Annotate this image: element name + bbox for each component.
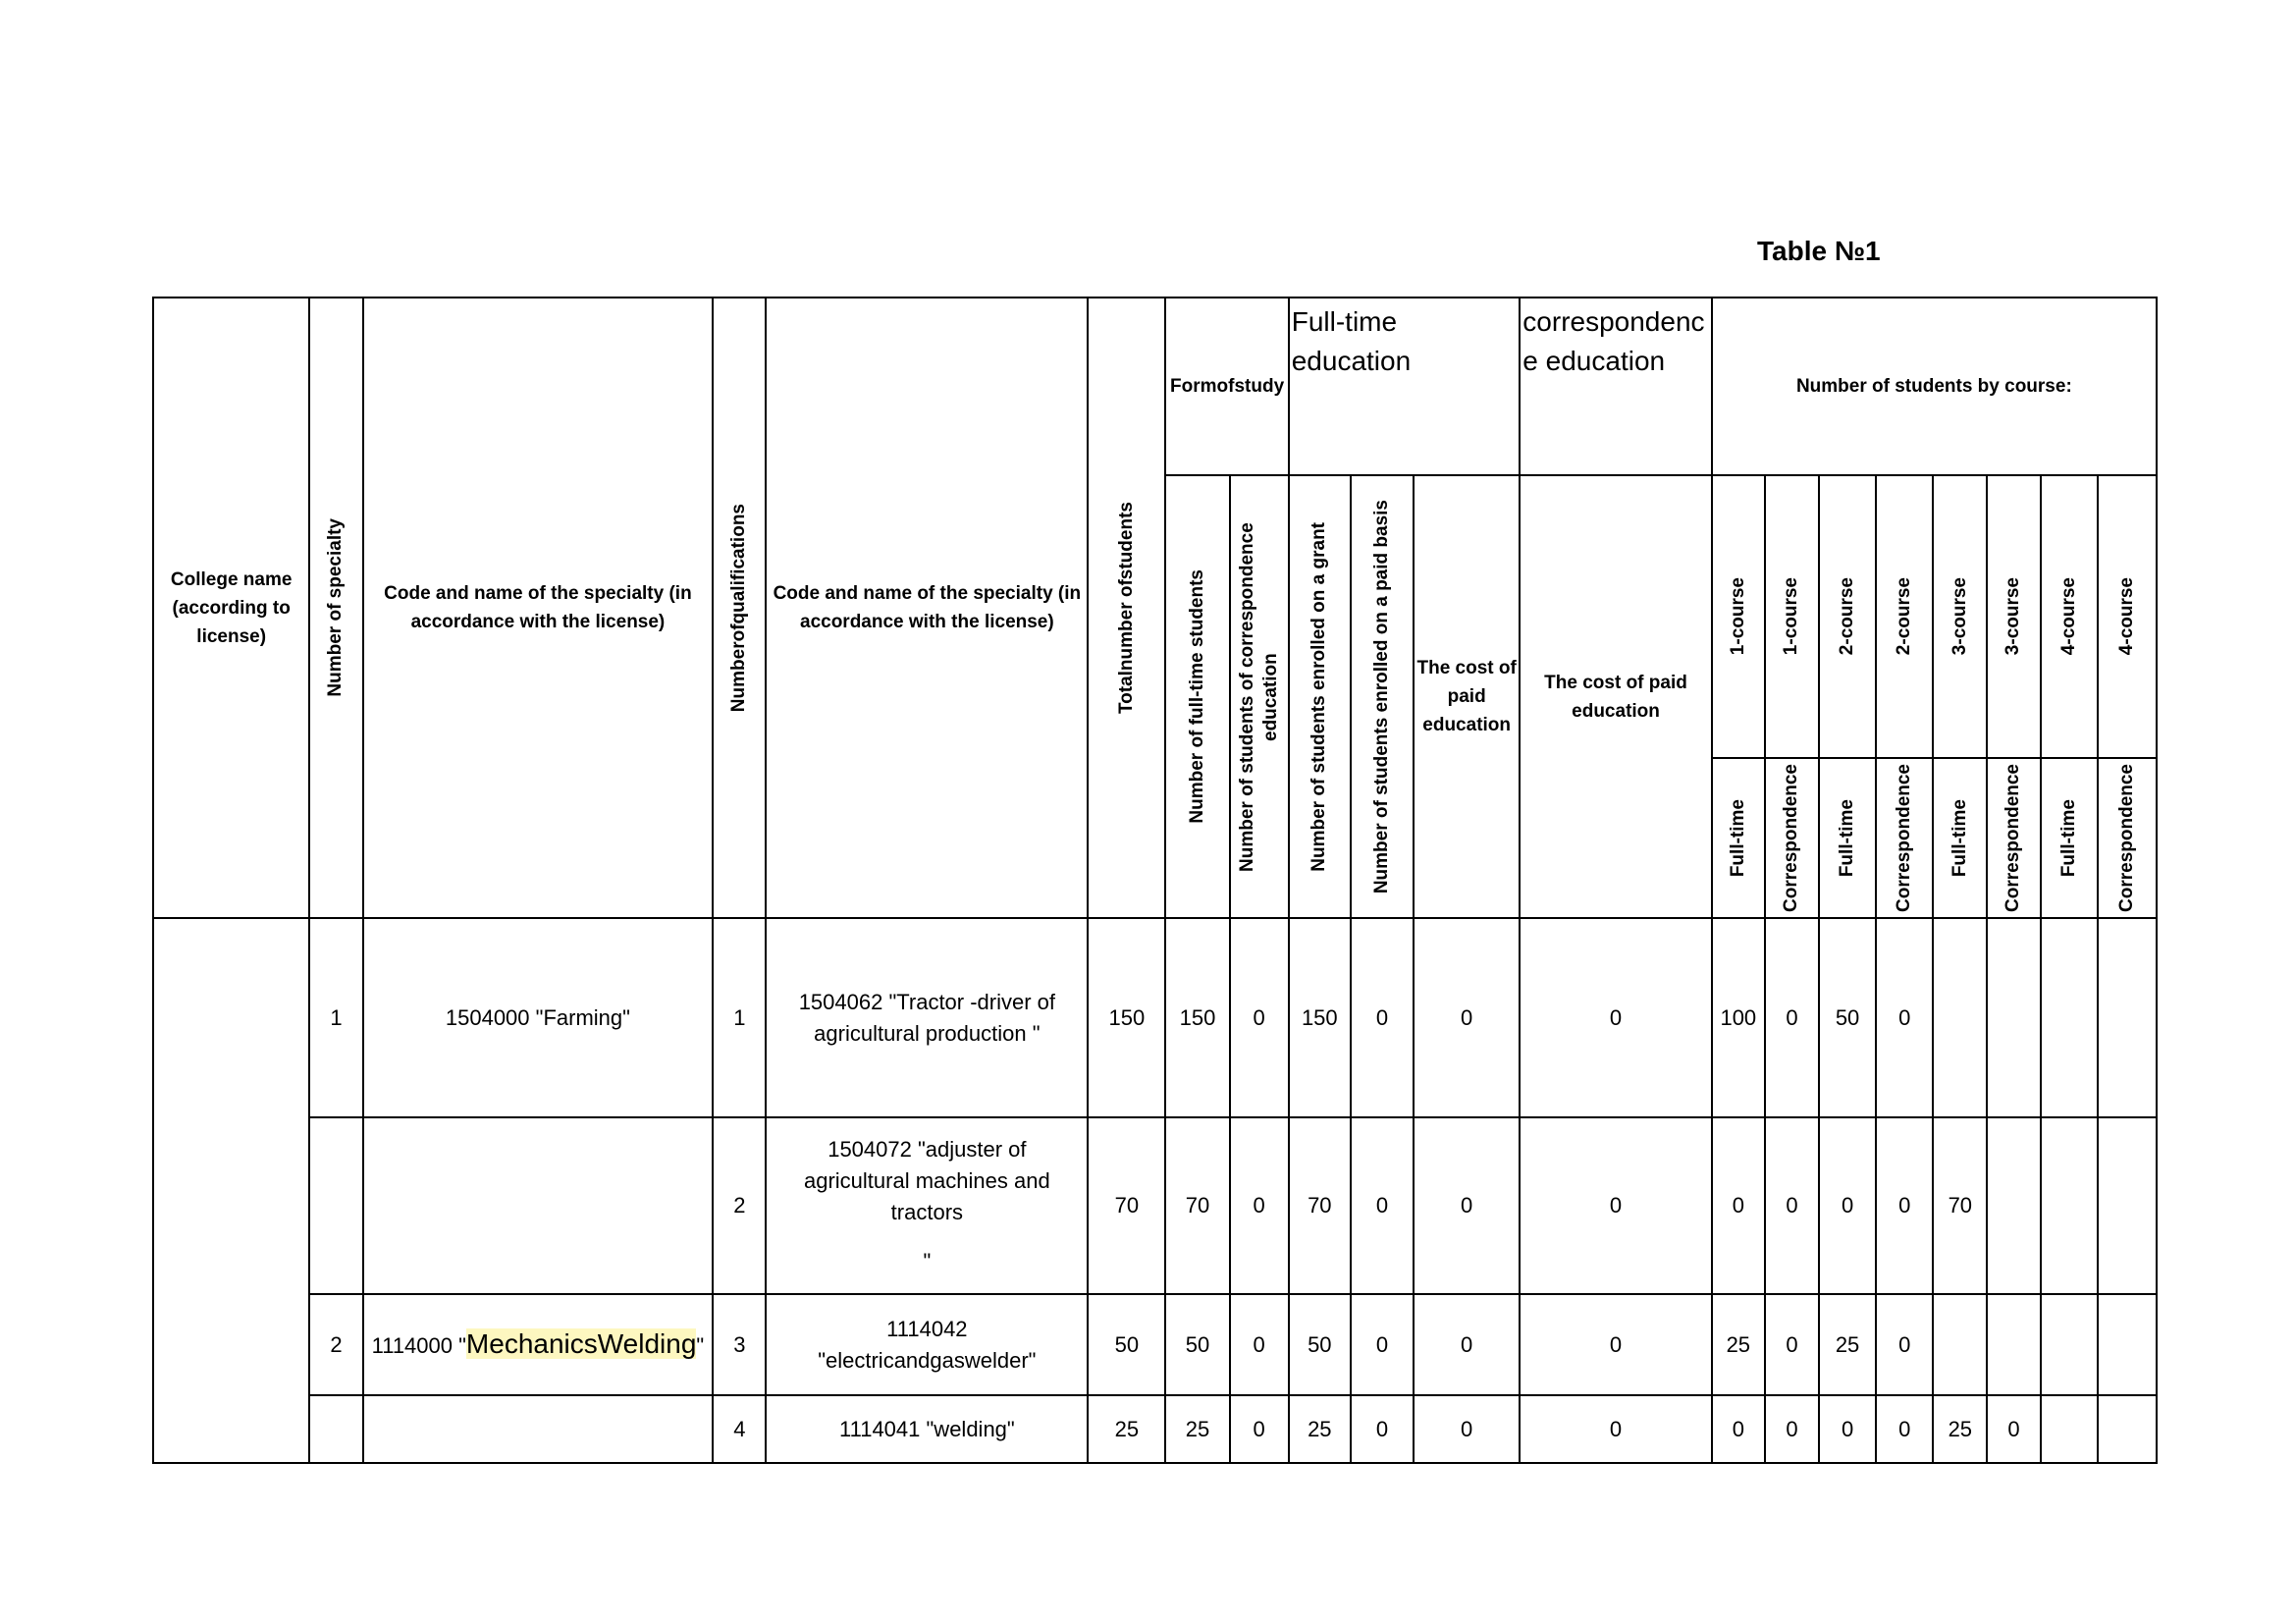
total-cell: 25 <box>1088 1395 1165 1463</box>
table-row <box>153 918 2157 1117</box>
specialty-name-cell <box>363 1294 714 1395</box>
header-form: Full-time <box>1933 758 1987 918</box>
course-cell: 0 <box>1765 918 1819 1117</box>
course-cell: 0 <box>1876 1117 1933 1294</box>
paid-cell: 0 <box>1351 1117 1414 1294</box>
course-cell: 25 <box>1712 1294 1765 1395</box>
specialty-name-suffix: " <box>696 1332 705 1358</box>
specialty-number-cell: 2 <box>309 1294 362 1395</box>
grant-cell: 50 <box>1289 1294 1351 1395</box>
course-cell: 0 <box>1712 1395 1765 1463</box>
header-cost-fulltime: The cost of paid education <box>1414 475 1520 918</box>
total-cell: 150 <box>1088 918 1165 1117</box>
table-row <box>153 1294 2157 1395</box>
course-cell <box>2098 1117 2157 1294</box>
course-cell: 0 <box>1876 1294 1933 1395</box>
grant-cell: 70 <box>1289 1117 1351 1294</box>
cost-correspondence-cell: 0 <box>1520 1117 1711 1294</box>
course-cell <box>2041 1395 2098 1463</box>
header-cost-correspondence: The cost of paid education <box>1520 475 1711 918</box>
fulltime-cell: 150 <box>1165 918 1229 1117</box>
course-cell: 0 <box>1987 1395 2040 1463</box>
correspondence-cell: 0 <box>1230 1294 1289 1395</box>
course-cell: 50 <box>1819 918 1876 1117</box>
specialty-name-cell <box>363 1395 714 1463</box>
header-form: Full-time <box>1712 758 1765 918</box>
header-fulltime-students: Number of full-time students <box>1165 475 1229 918</box>
cost-fulltime-cell: 0 <box>1414 918 1520 1117</box>
header-form: Correspondence <box>1876 758 1933 918</box>
cost-correspondence-cell: 0 <box>1520 918 1711 1117</box>
student-table <box>152 297 2158 1464</box>
header-course: 2-course <box>1819 475 1876 758</box>
paid-cell: 0 <box>1351 1395 1414 1463</box>
cost-fulltime-cell: 0 <box>1414 1117 1520 1294</box>
course-cell: 25 <box>1933 1395 1987 1463</box>
header-form: Full-time <box>1819 758 1876 918</box>
header-course: 4-course <box>2041 475 2098 758</box>
header-course: 4-course <box>2098 475 2157 758</box>
specialty-name-cell: 1504000 "Farming" <box>363 918 714 1117</box>
fulltime-cell: 25 <box>1165 1395 1229 1463</box>
course-cell <box>2041 918 2098 1117</box>
qualification-name-text: 1504072 "adjuster of agricultural machines and tractors <box>804 1137 1050 1224</box>
course-cell <box>1933 918 1987 1117</box>
grant-cell: 25 <box>1289 1395 1351 1463</box>
header-paid-students: Number of students enrolled on a paid basis <box>1351 475 1414 918</box>
course-cell: 0 <box>1819 1395 1876 1463</box>
course-cell: 0 <box>1819 1117 1876 1294</box>
header-specialty-number: Number of specialty <box>309 298 362 918</box>
header-course: 1-course <box>1765 475 1819 758</box>
course-cell: 25 <box>1819 1294 1876 1395</box>
specialty-name-cell <box>363 1117 714 1294</box>
paid-cell: 0 <box>1351 918 1414 1117</box>
table-row <box>153 1117 2157 1294</box>
qualification-name-cell: 1114042 "electricandgaswelder" <box>766 1294 1088 1395</box>
specialty-name-prefix: 1114000 " <box>371 1332 466 1358</box>
header-fulltime-education: Full-time education <box>1289 298 1521 475</box>
correspondence-cell: 0 <box>1230 1395 1289 1463</box>
course-cell <box>1933 1294 1987 1395</box>
table-title: Table №1 <box>1757 236 1881 266</box>
course-cell: 0 <box>1765 1294 1819 1395</box>
paid-cell: 0 <box>1351 1294 1414 1395</box>
course-cell: 100 <box>1712 918 1765 1117</box>
specialty-number-cell <box>309 1395 362 1463</box>
course-cell <box>1987 1117 2040 1294</box>
cost-fulltime-cell: 0 <box>1414 1395 1520 1463</box>
fulltime-cell: 70 <box>1165 1117 1229 1294</box>
header-form: Correspondence <box>2098 758 2157 918</box>
header-students-by-course: Number of students by course: <box>1712 298 2157 475</box>
correspondence-cell: 0 <box>1230 918 1289 1117</box>
header-form: Correspondence <box>1765 758 1819 918</box>
course-cell: 70 <box>1933 1117 1987 1294</box>
course-cell <box>2041 1117 2098 1294</box>
specialty-number-cell <box>309 1117 362 1294</box>
header-college-name: College name (according to license) <box>153 298 309 918</box>
course-cell: 0 <box>1876 1395 1933 1463</box>
correspondence-cell: 0 <box>1230 1117 1289 1294</box>
header-form: Correspondence <box>1987 758 2040 918</box>
qualification-name-cell: 1504062 "Tractor -driver of agricultural production " <box>766 918 1088 1117</box>
course-cell <box>2041 1294 2098 1395</box>
header-course: 3-course <box>1987 475 2040 758</box>
course-cell: 0 <box>1712 1117 1765 1294</box>
qualification-number-cell: 2 <box>713 1117 766 1294</box>
course-cell: 0 <box>1765 1395 1819 1463</box>
header-correspondence-students: Number of students of correspondence education <box>1230 475 1289 918</box>
total-cell: 70 <box>1088 1117 1165 1294</box>
header-correspondence-education: correspondence education <box>1520 298 1711 475</box>
header-form-of-study: Formofstudy <box>1165 298 1288 475</box>
qualification-number-cell: 1 <box>713 918 766 1117</box>
course-cell <box>1987 918 2040 1117</box>
specialty-number-cell: 1 <box>309 918 362 1117</box>
table-row <box>153 1395 2157 1463</box>
course-cell <box>2098 1294 2157 1395</box>
qualification-name-cell: 1114041 "welding" <box>766 1395 1088 1463</box>
fulltime-cell: 50 <box>1165 1294 1229 1395</box>
course-cell: 0 <box>1876 918 1933 1117</box>
header-course: 1-course <box>1712 475 1765 758</box>
header-form: Full-time <box>2041 758 2098 918</box>
header-total-students: Totalnumber ofstudents <box>1088 298 1165 918</box>
cost-correspondence-cell: 0 <box>1520 1294 1711 1395</box>
course-cell <box>1987 1294 2040 1395</box>
cost-correspondence-cell: 0 <box>1520 1395 1711 1463</box>
grant-cell: 150 <box>1289 918 1351 1117</box>
qualification-name-cell <box>766 1117 1088 1294</box>
qualification-number-cell: 3 <box>713 1294 766 1395</box>
course-cell <box>2098 918 2157 1117</box>
total-cell: 50 <box>1088 1294 1165 1395</box>
header-row-1 <box>153 298 2157 475</box>
specialty-name-highlight: MechanicsWelding <box>465 1327 697 1359</box>
header-grant-students: Number of students enrolled on a grant <box>1289 475 1351 918</box>
header-course: 2-course <box>1876 475 1933 758</box>
course-cell <box>2098 1395 2157 1463</box>
header-qualification-code: Code and name of the specialty (in accordance with the license) <box>766 298 1088 918</box>
header-specialty-code: Code and name of the specialty (in accordance with the license) <box>363 298 714 918</box>
qualification-name-extra: " <box>923 1249 932 1273</box>
header-qualifications-number: Numberofqualifications <box>713 298 766 918</box>
course-cell: 0 <box>1765 1117 1819 1294</box>
cost-fulltime-cell: 0 <box>1414 1294 1520 1395</box>
header-course: 3-course <box>1933 475 1987 758</box>
qualification-number-cell: 4 <box>713 1395 766 1463</box>
college-name-cell <box>153 918 309 1463</box>
